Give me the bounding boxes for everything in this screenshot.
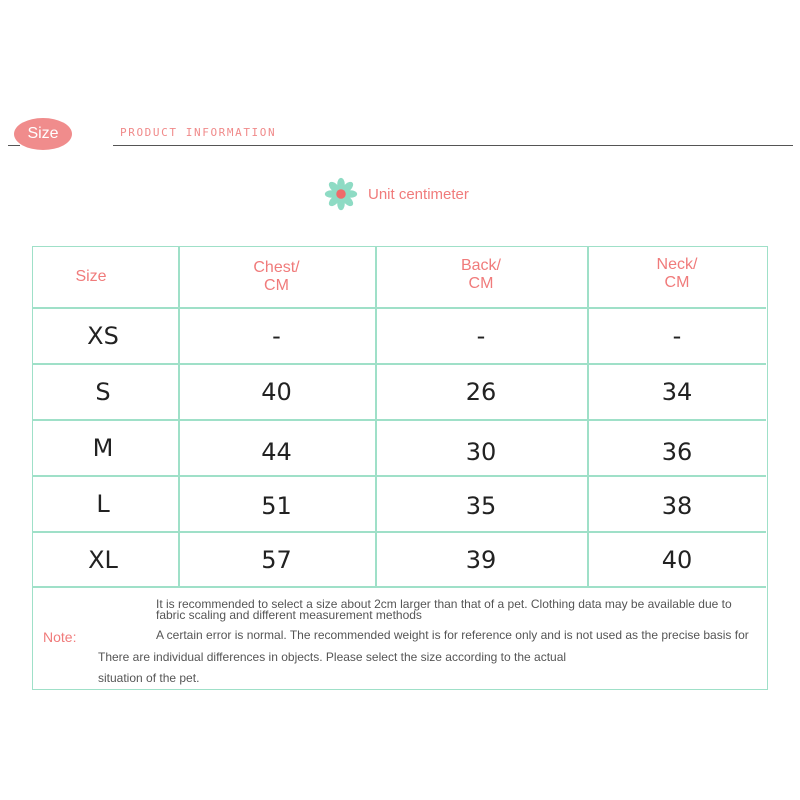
header-back bbox=[375, 236, 587, 314]
cell-neck: 38 bbox=[661, 492, 693, 520]
header-back-line1: Back/ bbox=[460, 257, 501, 274]
cell-size: S bbox=[95, 378, 111, 406]
note-line-4: There are individual differences in objects. Please select the size according to the actual bbox=[98, 650, 567, 664]
cell-size: L bbox=[96, 490, 110, 518]
header-neck-line1: Neck/ bbox=[656, 256, 698, 273]
unit-label: Unit centimeter bbox=[368, 185, 469, 203]
header-chest-line1: Chest/ bbox=[253, 259, 300, 276]
header-neck bbox=[587, 235, 767, 313]
header-chest-line2: CM bbox=[264, 277, 289, 294]
cell-back: - bbox=[476, 322, 486, 350]
header-neck-line2: CM bbox=[664, 274, 690, 291]
cell-chest: - bbox=[272, 322, 281, 350]
note-line-3: A certain error is normal. The recommended weight is for reference only and is not used as the precise basis for bbox=[156, 628, 749, 642]
size-badge: Size bbox=[14, 118, 72, 150]
cell-neck: 40 bbox=[661, 545, 693, 574]
header-size-label: Size bbox=[75, 268, 107, 285]
cell-chest: 40 bbox=[261, 378, 292, 406]
cell-neck: 36 bbox=[661, 438, 693, 466]
size-table bbox=[32, 246, 768, 690]
header-chest bbox=[178, 238, 375, 316]
flower-icon bbox=[322, 175, 360, 213]
cell-back: 39 bbox=[465, 545, 497, 574]
cell-back: 26 bbox=[465, 378, 497, 406]
cell-back: 30 bbox=[465, 438, 497, 466]
divider-main bbox=[113, 145, 793, 146]
unit-heading bbox=[322, 176, 469, 212]
note-line-2: fabric scaling and different measurement methods bbox=[156, 608, 422, 622]
divider-left bbox=[8, 145, 20, 146]
cell-size: XS bbox=[87, 322, 119, 350]
cell-neck: 34 bbox=[661, 378, 693, 406]
note-label: Note: bbox=[43, 629, 77, 645]
cell-chest: 57 bbox=[261, 545, 292, 574]
note-line-1: It is recommended to select a size about 2cm larger than that of a pet. Clothing data may be available due to bbox=[156, 597, 732, 611]
product-information-title: PRODUCT INFORMATION bbox=[120, 126, 277, 139]
cell-size: M bbox=[92, 434, 114, 462]
cell-size: XL bbox=[88, 545, 118, 574]
cell-back: 35 bbox=[465, 492, 497, 520]
section-header bbox=[0, 110, 800, 160]
cell-chest: 51 bbox=[261, 492, 292, 520]
header-size bbox=[33, 247, 149, 307]
note-line-5: situation of the pet. bbox=[98, 671, 200, 685]
cell-neck: - bbox=[672, 322, 682, 350]
cell-chest: 44 bbox=[261, 438, 292, 466]
header-back-line2: CM bbox=[468, 275, 494, 292]
